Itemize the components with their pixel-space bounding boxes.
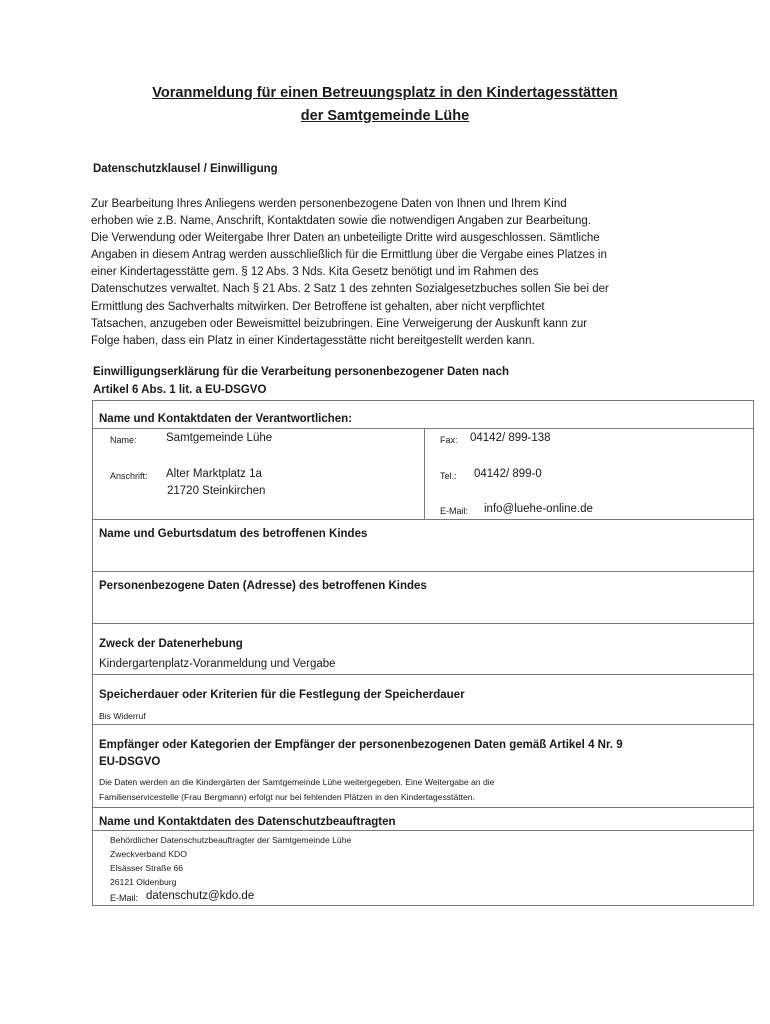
consent-line2: Artikel 6 Abs. 1 lit. a EU-DSGVO (93, 383, 267, 396)
email-value: info@luehe-online.de (484, 503, 593, 515)
consent-heading (93, 364, 509, 399)
child-name-heading: Name und Geburtsdatum des betroffenen Kindes (99, 528, 368, 540)
intro-paragraph (91, 196, 691, 350)
divider (93, 519, 753, 520)
divider (93, 571, 753, 572)
intro-line: Die Verwendung oder Weitergabe Ihrer Daten an unbeteiligte Dritte wird ausgeschlossen. Sämtliche (91, 232, 600, 245)
address-line1: Alter Marktplatz 1a (166, 468, 262, 480)
divider (93, 807, 753, 808)
document-title-line2: der Samtgemeinde Lühe (300, 108, 470, 124)
retention-heading: Speicherdauer oder Kriterien für die Festlegung der Speicherdauer (99, 689, 465, 701)
child-address-heading: Personenbezogene Daten (Adresse) des betroffenen Kindes (99, 580, 427, 592)
divider (93, 428, 753, 429)
name-value: Samtgemeinde Lühe (166, 432, 273, 444)
intro-line: Tatsachen, anzugeben oder Beweismittel beizubringen. Eine Verweigerung der Auskunft kann zur (91, 317, 588, 330)
intro-line: Ermittlung des Sachverhalts mitwirken. Der Betroffene ist gehalten, aber nicht verpflichtet (91, 300, 545, 313)
dpo-line: Elsässer Straße 66 (110, 863, 184, 873)
column-divider (424, 428, 425, 519)
divider (93, 724, 753, 725)
controller-heading: Name und Kontaktdaten der Verantwortlichen: (99, 413, 353, 425)
intro-line: Folge haben, dass ein Platz in einer Kindertagesstätte nicht bereitgestellt werden kann. (91, 334, 535, 347)
address-line2: 21720 Steinkirchen (167, 485, 266, 497)
intro-line: Angaben in diesem Antrag werden ausschließlich für die Ermittlung über die Vergabe eines Platzes in (91, 249, 607, 262)
data-protection-table (92, 400, 754, 906)
recipients-text-line2: Familienservicestelle (Frau Bergmann) erfolgt nur bei fehlenden Plätzen in den Kindertagesstätten. (99, 792, 475, 802)
fax-label: Fax: (440, 435, 458, 445)
consent-line1: Einwilligungserklärung für die Verarbeitung personenbezogener Daten nach (93, 366, 509, 378)
recipients-heading-line2: EU-DSGVO (99, 756, 161, 768)
retention-value: Bis Widerruf (99, 711, 146, 721)
recipients-heading-line1: Empfänger oder Kategorien der Empfänger der personenbezogenen Daten gemäß Artikel 4 Nr. 9 (99, 739, 623, 751)
dpo-line: Zweckverband KDO (110, 849, 187, 859)
dpo-email-label: E-Mail: (110, 893, 139, 903)
name-label: Name: (110, 435, 137, 445)
document-title-line1: Voranmeldung für einen Betreuungsplatz in den Kindertagesstätten (152, 85, 618, 101)
purpose-heading: Zweck der Datenerhebung (99, 638, 243, 650)
dpo-email-value: datenschutz@kdo.de (146, 890, 255, 902)
tel-value: 04142/ 899-0 (474, 468, 542, 480)
divider (93, 623, 753, 624)
dpo-heading: Name und Kontaktdaten des Datenschutzbeauftragten (99, 816, 396, 828)
intro-line: erhoben wie z.B. Name, Anschrift, Kontaktdaten sowie die notwendigen Angaben zur Bearbeitung. (91, 215, 591, 228)
address-label: Anschrift: (110, 471, 148, 481)
intro-line: Zur Bearbeitung Ihres Anliegens werden personenbezogene Daten von Ihnen und Ihrem Kind (91, 198, 567, 210)
fax-value: 04142/ 899-138 (470, 432, 551, 444)
email-label: E-Mail: (440, 506, 469, 516)
dpo-line: Behördlicher Datenschutzbeauftragter der Samtgemeinde Lühe (110, 835, 352, 845)
privacy-heading: Datenschutzklausel / Einwilligung (93, 163, 278, 175)
dpo-line: 26121 Oldenburg (110, 877, 177, 887)
divider (93, 674, 753, 675)
purpose-value: Kindergartenplatz-Voranmeldung und Vergabe (99, 658, 336, 670)
intro-line: Datenschutzes verwaltet. Nach § 21 Abs. 2 Satz 1 des zehnten Sozialgesetzbuches sollen Sie bei der (91, 283, 609, 296)
tel-label: Tel.: (440, 471, 457, 481)
divider (93, 830, 753, 831)
intro-line: einer Kindertagesstätte gem. § 12 Abs. 3 Nds. Kita Gesetz benötigt und im Rahmen des (91, 266, 539, 279)
recipients-text-line1: Die Daten werden an die Kindergärten der Samtgemeinde Lühe weitergegeben. Eine Weitergabe an die (99, 777, 495, 787)
